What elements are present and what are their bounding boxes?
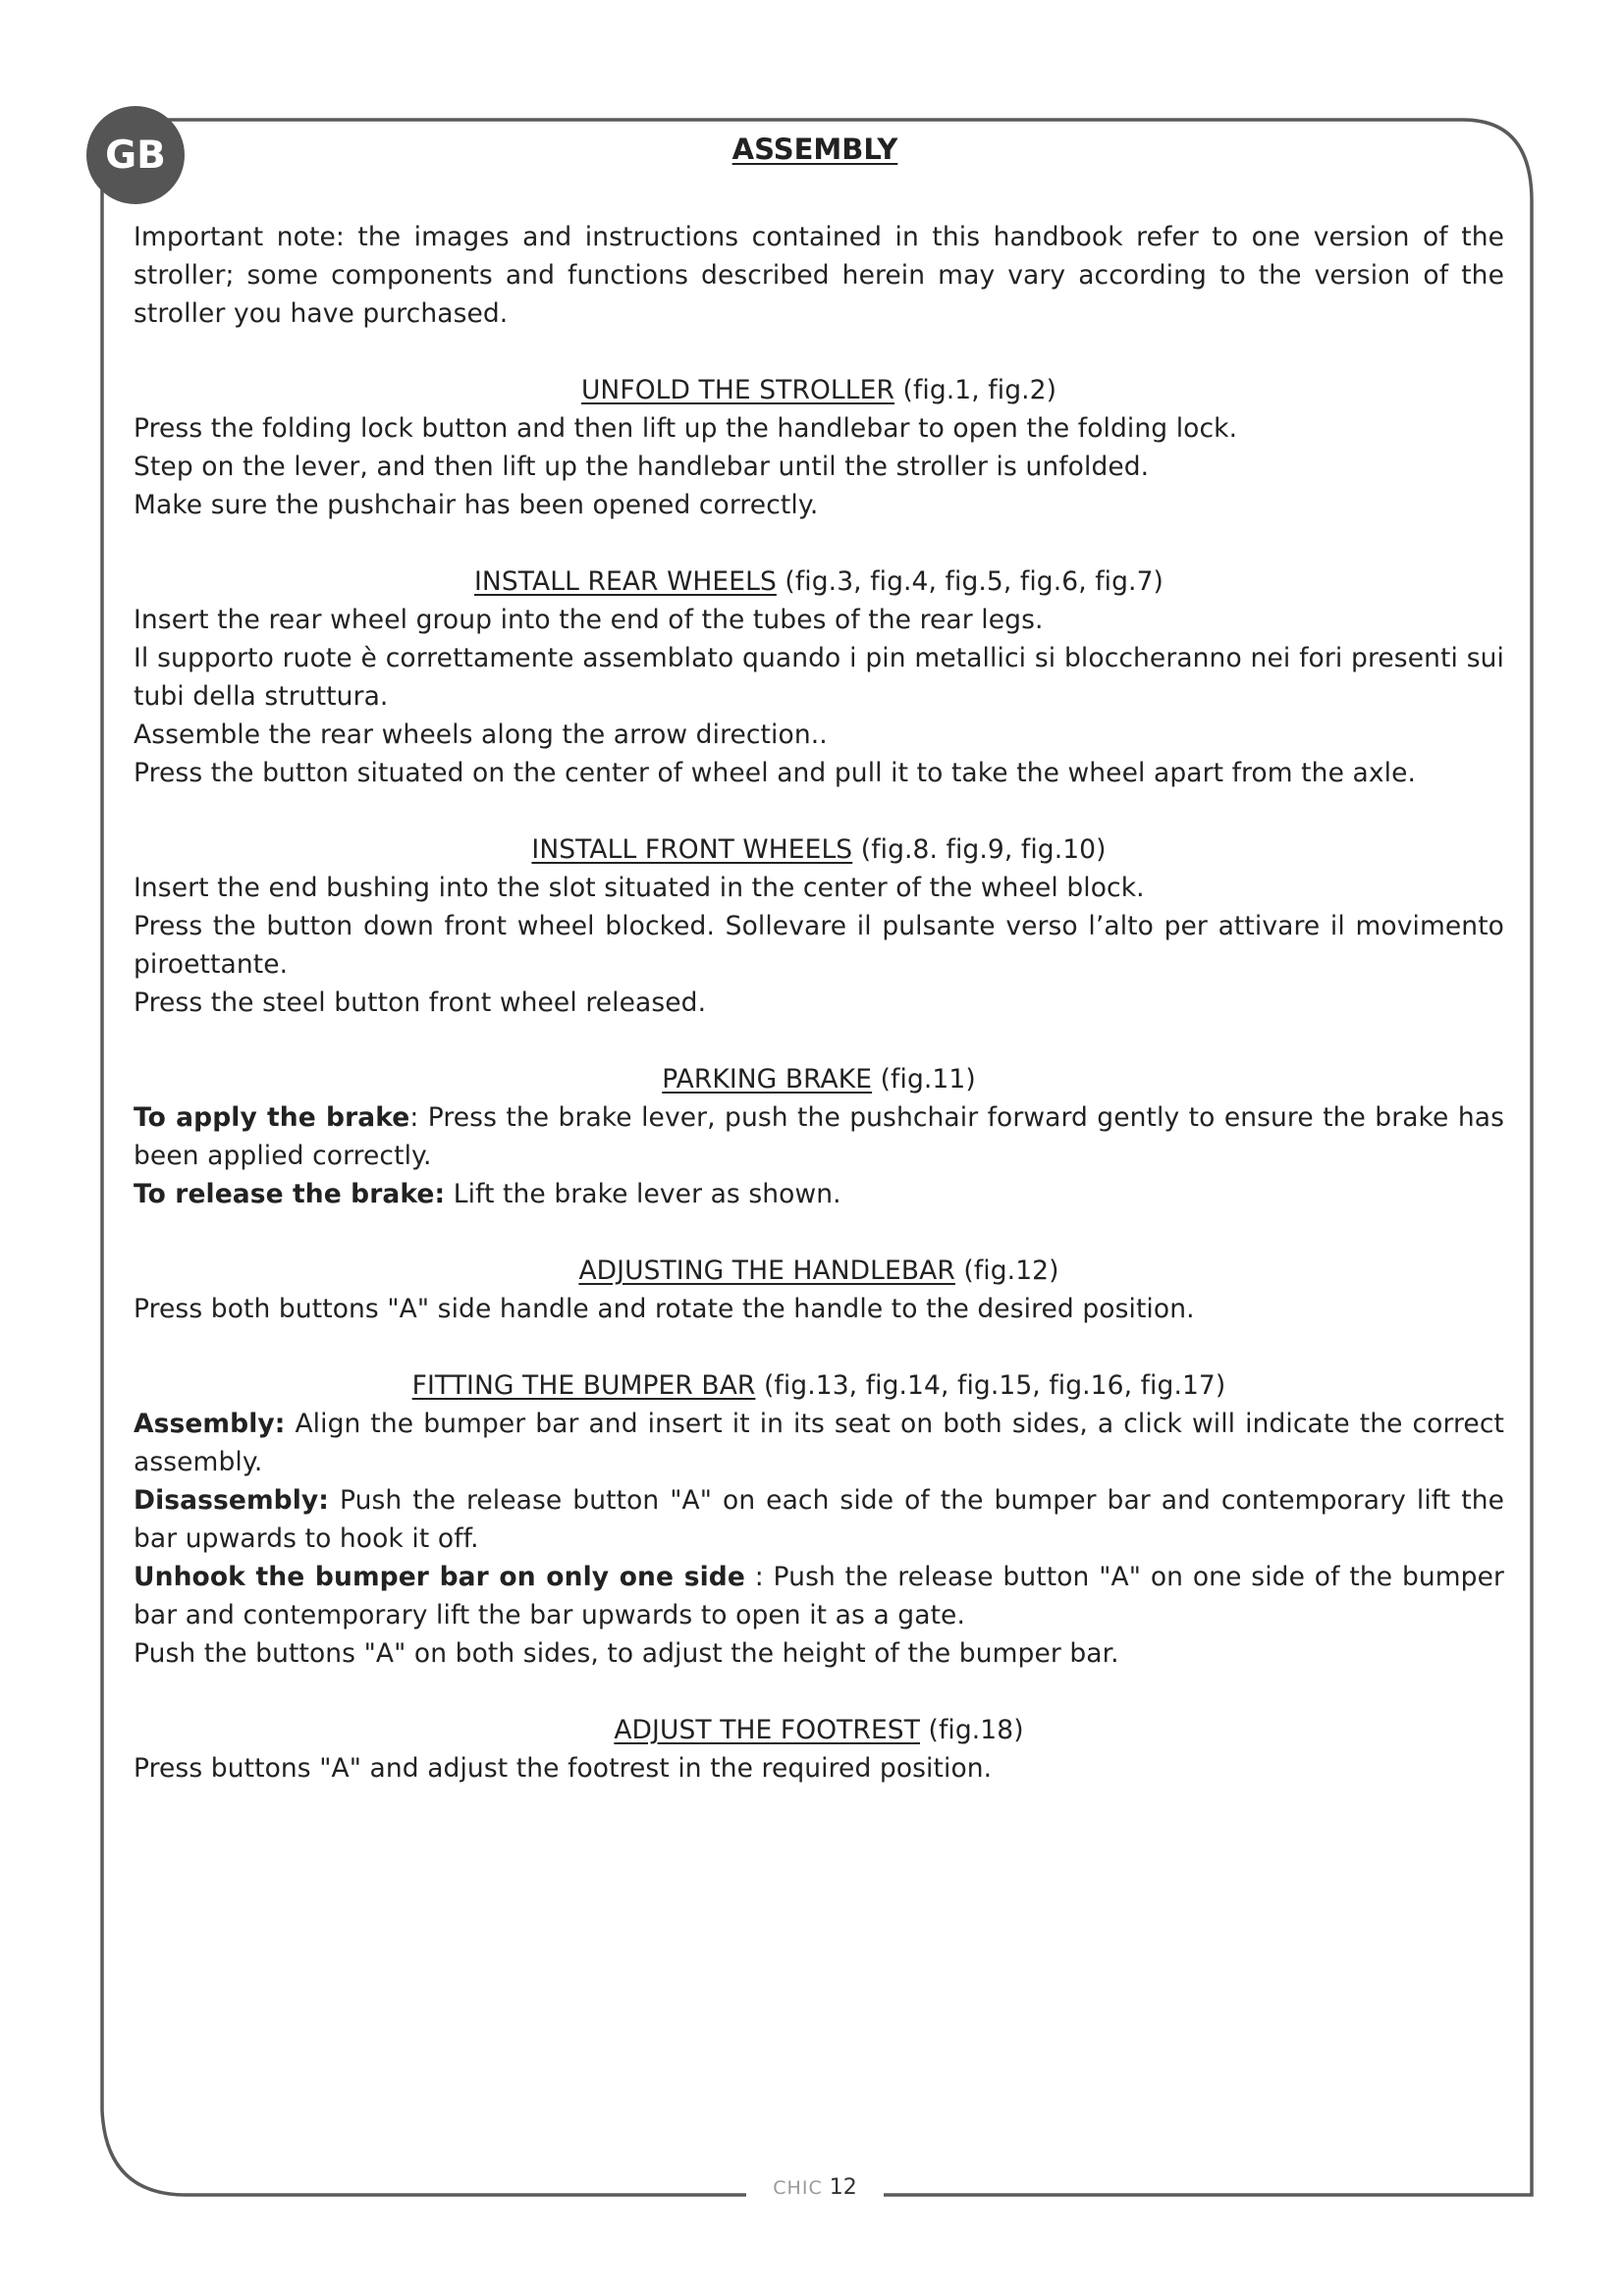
instruction-line: Press the button situated on the center of wheel and pull it to take the wheel apart from the axle. xyxy=(134,758,1417,788)
section-parking-brake xyxy=(134,1060,1504,1213)
figure-reference: (fig.1, fig.2) xyxy=(894,375,1057,405)
instruction-line xyxy=(134,1558,1504,1634)
section-footrest xyxy=(134,1711,1504,1788)
intro-note: Important note: the images and instructions contained in this handbook refer to one version of the stroller; some components and functions described herein may vary according to the version of the stroller you have purchased. xyxy=(134,222,1504,329)
instruction-line: Push the buttons "A" on both sides, to adjust the height of the bumper bar. xyxy=(134,1638,1119,1669)
bold-label: Disassembly: xyxy=(134,1485,329,1516)
instruction-line xyxy=(134,1405,1504,1481)
instruction-text: : Push the release button "A" on one side of the bumper bar and contemporary lift the bar upwards to open it as a gate. xyxy=(134,1562,1504,1630)
section-title xyxy=(134,1252,1504,1290)
instruction-text: Push the release button "A" on each side of the bumper bar and contemporary lift the bar upwards to hook it off. xyxy=(134,1485,1504,1554)
instruction-line xyxy=(134,1175,1504,1213)
instruction-line: Press both buttons "A" side handle and rotate the handle to the desired position. xyxy=(134,1294,1195,1324)
footer-brand: CHIC xyxy=(773,2177,823,2199)
page-number: 12 xyxy=(829,2175,857,2200)
instruction-line: Step on the lever, and then lift up the handlebar until the stroller is unfolded. xyxy=(134,452,1150,482)
section-title xyxy=(134,371,1504,409)
instruction-line: Press the steel button front wheel released. xyxy=(134,988,707,1018)
instruction-line xyxy=(134,1481,1504,1558)
figure-reference: (fig.18) xyxy=(920,1715,1024,1745)
section-title xyxy=(134,562,1504,601)
bold-label: Assembly: xyxy=(134,1409,286,1439)
section-title xyxy=(134,830,1504,869)
section-title xyxy=(134,1060,1504,1098)
bold-label: Unhook the bumper bar on only one side xyxy=(134,1562,745,1592)
section-rear-wheels xyxy=(134,562,1504,792)
language-badge: GB xyxy=(86,106,185,204)
figure-reference: (fig.12) xyxy=(954,1255,1059,1286)
instruction-text: : Press the brake lever, push the pushchair forward gently to ensure the brake has been applied correctly. xyxy=(134,1102,1504,1171)
instruction-line: Press the button down front wheel blocked. Sollevare il pulsante verso l’alto per attivare il movimento piroettante. xyxy=(134,911,1504,980)
section-title xyxy=(134,1366,1504,1405)
section-handlebar xyxy=(134,1252,1504,1328)
instruction-line: Insert the end bushing into the slot situated in the center of the wheel block. xyxy=(134,873,1145,903)
instruction-line: Press the folding lock button and then lift up the handlebar to open the folding lock. xyxy=(134,413,1238,444)
page-title: ASSEMBLY xyxy=(731,133,898,166)
section-title-text: UNFOLD THE STROLLER xyxy=(580,375,894,405)
figure-reference: (fig.8. fig.9, fig.10) xyxy=(852,834,1107,865)
section-title-text: ADJUSTING THE HANDLEBAR xyxy=(578,1255,955,1286)
figure-reference: (fig.13, fig.14, fig.15, fig.16, fig.17) xyxy=(755,1370,1226,1401)
instruction-line xyxy=(134,1098,1504,1175)
figure-reference: (fig.11) xyxy=(872,1064,976,1095)
page-footer xyxy=(746,2177,884,2199)
instruction-line: Make sure the pushchair has been opened correctly. xyxy=(134,490,819,520)
instruction-line: Press buttons "A" and adjust the footrest in the required position. xyxy=(134,1753,993,1784)
figure-reference: (fig.3, fig.4, fig.5, fig.6, fig.7) xyxy=(776,566,1164,597)
section-front-wheels xyxy=(134,830,1504,1022)
section-title-text: FITTING THE BUMPER BAR xyxy=(411,1370,756,1401)
instruction-line: Insert the rear wheel group into the end of the tubes of the rear legs. xyxy=(134,605,1044,635)
section-title-text: PARKING BRAKE xyxy=(662,1064,873,1095)
bold-label: To apply the brake xyxy=(134,1102,410,1133)
section-title xyxy=(134,1711,1504,1749)
manual-content xyxy=(134,218,1504,1826)
section-bumper-bar xyxy=(134,1366,1504,1673)
section-unfold xyxy=(134,371,1504,524)
section-title-text: ADJUST THE FOOTREST xyxy=(614,1715,920,1745)
instruction-text: Align the bumper bar and insert it in its seat on both sides, a click will indicate the correct assembly. xyxy=(134,1409,1504,1477)
instruction-line: Assemble the rear wheels along the arrow direction.. xyxy=(134,720,828,750)
bold-label: To release the brake: xyxy=(134,1179,446,1209)
instruction-text: Lift the brake lever as shown. xyxy=(445,1179,841,1209)
instruction-line: Il supporto ruote è correttamente assemblato quando i pin metallici si bloccheranno nei fori presenti sui tubi della struttura. xyxy=(134,643,1504,712)
section-title-text: INSTALL FRONT WHEELS xyxy=(531,834,853,865)
section-title-text: INSTALL REAR WHEELS xyxy=(474,566,777,597)
